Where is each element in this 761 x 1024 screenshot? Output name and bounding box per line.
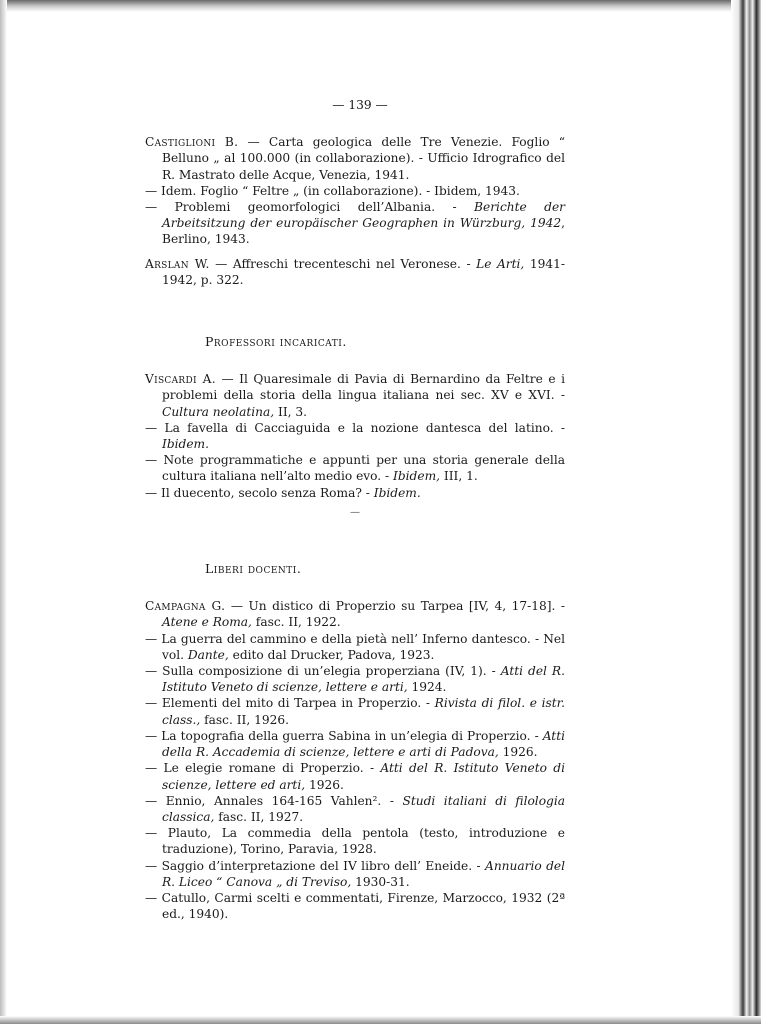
section-separator: — [350, 506, 360, 518]
entry-text-end: , Berlino, 1943. [162, 216, 565, 247]
entry-source: Atti del R. Istituto Veneto di scienze, lettere e arti, [162, 664, 565, 695]
entry-text: — Idem. Foglio “ Feltre „ (in collaborazione). - Ibidem, 1943. [145, 183, 520, 198]
page-content [145, 97, 565, 922]
entry-text-end: 1926. [498, 745, 538, 760]
bibliography-entry [145, 452, 565, 484]
entry-source: Le Arti, [476, 256, 525, 271]
bibliography-entry [145, 631, 565, 663]
entry-text: — Elementi del mito di Tarpea in Properzio. - [145, 696, 435, 711]
bibliography-section-top [145, 134, 565, 288]
entry-source: Studi italiani di filologia classica, [162, 793, 566, 824]
entry-text: — Le elegie romane di Properzio. - [145, 761, 381, 776]
entry-text-end: fasc. II, 1922. [251, 615, 341, 630]
entry-source: Rivista di filol. e istr. class., [162, 696, 565, 727]
bibliography-entry [145, 134, 565, 183]
section-heading-professori: Professori incaricati. [205, 334, 347, 350]
entry-source: Ibidem. [373, 485, 421, 500]
section-heading-liberi: Liberi docenti. [205, 561, 302, 577]
entry-text: — Saggio d’interpretazione del IV libro dell’ Eneide. - [145, 858, 486, 873]
entry-text-end: 1926. [305, 777, 344, 792]
page-bottom-edge [0, 1016, 761, 1024]
entry-text: — La guerra del cammino e della pietà nell’ Inferno dantesco. - Nel vol. [145, 631, 565, 662]
bibliography-entry [145, 793, 565, 825]
bibliography-entry [145, 256, 565, 288]
book-binding-edge [731, 0, 761, 1024]
bibliography-entry [145, 663, 565, 695]
entry-author: Arslan W. [145, 256, 210, 271]
entry-source: Ibidem, [393, 469, 441, 484]
entry-source: Atene e Roma, [162, 615, 252, 630]
page-top-edge [0, 0, 761, 12]
entry-text-end: fasc. II, 1927. [214, 809, 304, 824]
entry-text-end: 1924. [407, 680, 447, 695]
entry-text: — Carta geologica delle Tre Venezie. Foglio “ Belluno „ al 100.000 (in collaborazione). - Ufficio Idrografico del R. Mastrato delle Acque, Venezia, 1941. [162, 135, 566, 182]
entry-text: — Problemi geomorfologici dell’Albania. - [145, 200, 475, 215]
entry-text-end: III, 1. [440, 469, 478, 484]
entry-source: Berichte der Arbeitsitzung der europäischer Geographen in Würzburg, 1942 [162, 200, 565, 231]
bibliography-entry [145, 199, 565, 248]
bibliography-entry [145, 485, 565, 501]
entry-text-end: fasc. II, 1926. [200, 712, 289, 727]
bibliography-entry [145, 598, 565, 630]
entry-source: Cultura neolatina, [162, 404, 275, 419]
bibliography-section-professori [145, 371, 565, 501]
bibliography-entry [145, 825, 565, 857]
page-left-edge [0, 0, 7, 1024]
entry-author: Campagna G. [145, 599, 226, 614]
entry-source: Ibidem. [162, 437, 209, 452]
entry-text: — Note programmatiche e appunti per una storia generale della cultura italiana nell’alto medio evo. - [145, 453, 565, 484]
entry-text: — La topografia della guerra Sabina in un’elegia di Properzio. - [145, 728, 543, 743]
entry-source: Atti del R. Istituto Veneto di scienze, lettere ed arti, [162, 761, 565, 792]
bibliography-entry [145, 760, 565, 792]
bibliography-entry [145, 183, 565, 199]
entry-text: — Un distico di Properzio su Tarpea [IV, 4, 17-18]. - [225, 599, 565, 614]
entry-source: Dante, [187, 647, 229, 662]
bibliography-section-liberi [145, 598, 565, 922]
entry-text-end: 1941-1942, p. 322. [162, 256, 566, 287]
page-number: — 139 — [332, 98, 388, 112]
entry-text: — Ennio, Annales 164-165 Vahlen². - [145, 793, 403, 808]
entry-text: — La favella di Cacciaguida e la nozione dantesca del latino. - [145, 420, 565, 435]
entry-author: Viscardi A. [145, 372, 216, 387]
bibliography-entry [145, 371, 565, 420]
entry-text-end: II, 3. [274, 404, 308, 419]
bibliography-entry [145, 858, 565, 890]
entry-text: — Sulla composizione di un’elegia properziana (IV, 1). - [145, 664, 501, 679]
bibliography-entry [145, 420, 565, 452]
bibliography-entry [145, 695, 565, 727]
entry-source: Annuario del R. Liceo “ Canova „ di Treviso, [162, 858, 565, 889]
entry-author: Castiglioni B. [145, 135, 239, 150]
entry-text: — Il Quaresimale di Pavia di Bernardino da Feltre e i problemi della storia della lingua italiana nei sec. XV e XVI. - [162, 372, 565, 403]
entry-text: — Affreschi trecenteschi nel Veronese. - [209, 256, 477, 271]
bibliography-entry [145, 890, 565, 922]
entry-text-end: 1930-31. [351, 874, 410, 889]
bibliography-entry [145, 728, 565, 760]
entry-text: — Plauto, La commedia della pentola (testo, introduzione e traduzione), Torino, Paravia, 1928. [145, 826, 565, 857]
entry-text: — Il duecento, secolo senza Roma? - [145, 485, 374, 500]
entry-text-end: edito dal Drucker, Padova, 1923. [228, 647, 435, 662]
entry-source: Atti della R. Accademia di scienze, lettere e arti di Padova, [162, 728, 565, 760]
entry-text: — Catullo, Carmi scelti e commentati, Firenze, Marzocco, 1932 (2ª ed., 1940). [145, 890, 565, 922]
